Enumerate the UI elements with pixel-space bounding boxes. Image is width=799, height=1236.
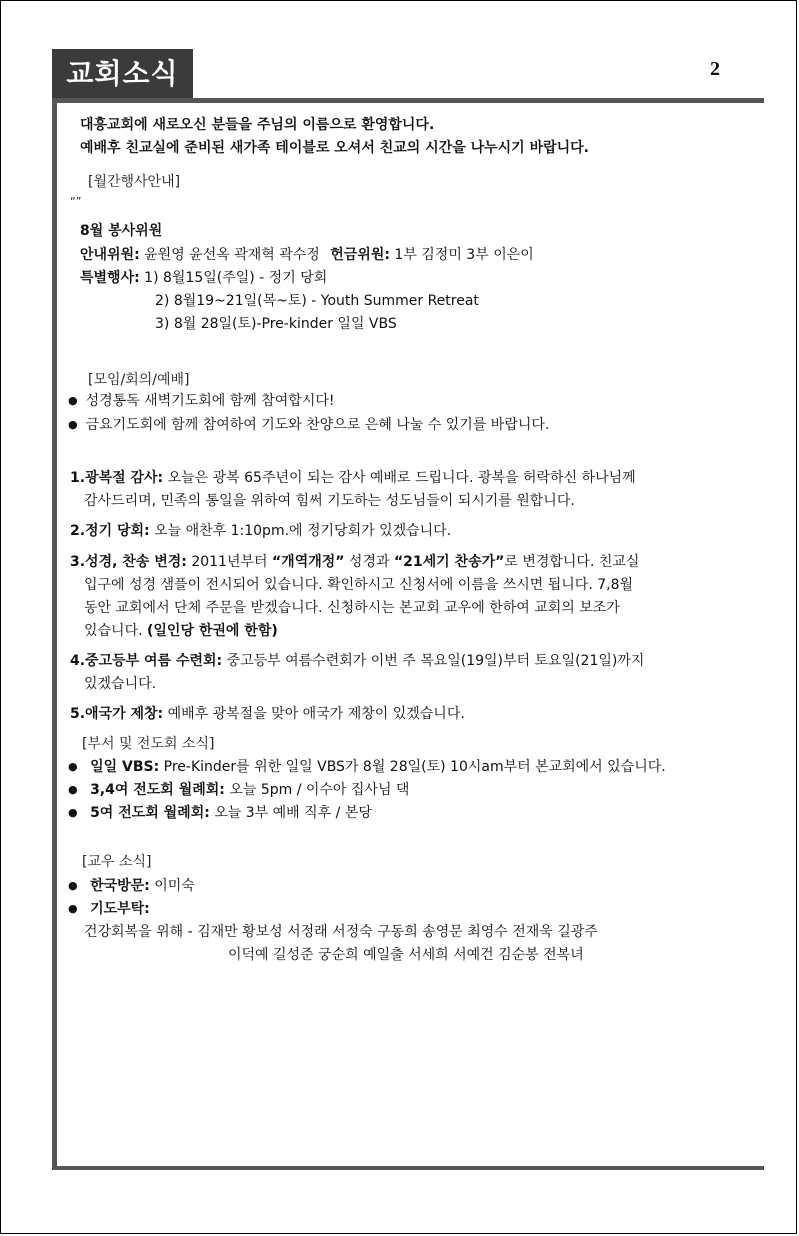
- news-3-line-4-text: 있습니다.: [84, 623, 147, 639]
- department-2-text: 오늘 5pm / 이수아 집사님 댁: [224, 782, 410, 798]
- event-1: 1) 8월15일(주일) - 정기 당회: [144, 270, 328, 286]
- department-item-3: [68, 803, 372, 824]
- news-3-part-e: 로 변경합니다. 친교실: [504, 554, 640, 570]
- news-5-line-1: [70, 704, 465, 724]
- news-1-line-1: [70, 468, 636, 488]
- welcome-line-1: 대흥교회에 새로오신 분들을 주님의 이름으로 환영합니다.: [80, 117, 435, 133]
- news-3-part-a: 2011년부터: [191, 554, 272, 570]
- news-3-part-b: “개역개정”: [271, 554, 345, 570]
- news-1-line-2: 감사드리며, 민족의 통일을 위하여 힘써 기도하는 성도님들이 되시기를 원합니다.: [84, 493, 575, 509]
- news-3-line-4: [84, 621, 278, 641]
- members-header: [교우 소식]: [82, 854, 152, 870]
- news-3-part-c: 성경과: [344, 554, 394, 570]
- frame-left-rule: [52, 98, 57, 1169]
- monthly-header: [월간행사안내]: [88, 174, 181, 190]
- frame-top-rule: [52, 98, 764, 103]
- meetings-item-2: ● 금요기도회에 함께 참여하여 기도와 찬양으로 은혜 나눌 수 있기를 바랍니다.: [68, 415, 549, 436]
- news-3-title: 3.성경, 찬송 변경:: [70, 554, 187, 570]
- offering-names: 1부 김정미 3부 이은이: [394, 247, 534, 263]
- guides-names: 윤원영 윤선옥 곽재혁 곽수정: [144, 247, 320, 263]
- meetings-header: [모임/회의/예배]: [88, 372, 190, 388]
- event-2: 2) 8월19~21일(목~토) - Youth Summer Retreat: [155, 293, 479, 309]
- news-1-title: 1.광복절 감사:: [70, 470, 164, 486]
- volunteers-line: [80, 245, 534, 265]
- offering-label: 헌금위원:: [330, 247, 390, 263]
- section-title: 교회소식: [52, 49, 193, 98]
- quote-mark: “”: [70, 195, 82, 208]
- news-4-title: 4.중고등부 여름 수련회:: [70, 653, 223, 669]
- department-2-label: 3,4여 전도회 월례회:: [90, 782, 225, 798]
- news-3-line-1: [70, 552, 639, 572]
- prayer-line-1: 건강회복을 위해 - 김재만 황보성 서정래 서정숙 구동희 송영문 최영수 전재욱 길광주: [84, 924, 598, 940]
- news-5-title: 5.애국가 제창:: [70, 706, 164, 722]
- department-item-1: [68, 757, 666, 778]
- news-3-line-2: 입구에 성경 샘플이 전시되어 있습니다. 확인하시고 신청서에 이름을 쓰시면 됩니다. 7,8월: [84, 577, 634, 593]
- guides-label: 안내위원:: [80, 247, 140, 263]
- event-3: 3) 8월 28일(토)-Pre-kinder 일일 VBS: [155, 316, 397, 332]
- members-visit: [68, 876, 195, 897]
- event-line-1: [80, 268, 327, 288]
- meetings-item-1: ● 성경통독 새벽기도회에 함께 참여합시다!: [68, 391, 334, 412]
- department-3-text: 오늘 3부 예배 직후 / 본당: [209, 805, 372, 821]
- news-4-line-1: [70, 651, 644, 671]
- prayer-label: 기도부탁:: [90, 901, 150, 917]
- news-2-text: 오늘 애찬후 1:10pm.에 정기당회가 있겠습니다.: [154, 523, 452, 539]
- news-2-title: 2.정기 당회:: [70, 523, 150, 539]
- monthly-title: 8월 봉사위원: [80, 223, 163, 239]
- visit-text: 이미숙: [149, 878, 195, 894]
- visit-label: 한국방문:: [90, 878, 150, 894]
- welcome-line-2: 예배후 친교실에 준비된 새가족 테이블로 오셔서 친교의 시간을 나누시기 바랍니다.: [80, 140, 589, 156]
- departments-header: [부서 및 전도회 소식]: [82, 736, 215, 752]
- department-item-2: [68, 780, 409, 801]
- news-5-text: 예배후 광복절을 맞아 애국가 제창이 있겠습니다.: [167, 706, 465, 722]
- department-1-label: 일일 VBS:: [90, 759, 160, 775]
- news-2-line-1: [70, 521, 451, 541]
- members-prayer: [68, 899, 150, 920]
- news-3-line-3: 동안 교회에서 단체 주문을 받겠습니다. 신청하시는 본교회 교우에 한하여 교회의 보조가: [84, 600, 620, 616]
- prayer-line-2: 이덕예 길성준 궁순희 예일출 서세희 서예건 김순봉 전복녀: [228, 947, 584, 963]
- news-4-text: 중고등부 여름수련회가 이번 주 목요일(19일)부터 토요일(21일)까지: [226, 653, 645, 669]
- news-3-note: (일인당 한권에 한함): [147, 623, 278, 639]
- department-3-label: 5여 전도회 월례회:: [90, 805, 210, 821]
- department-1-text: Pre-Kinder를 위한 일일 VBS가 8월 28일(토) 10시am부터 본교회에서 있습니다.: [159, 759, 666, 775]
- news-1-text: 오늘은 광복 65주년이 되는 감사 예배로 드립니다. 광복을 허락하신 하나님께: [167, 470, 636, 486]
- news-3-part-d: “21세기 찬송가”: [393, 554, 505, 570]
- events-label: 특별행사:: [80, 270, 140, 286]
- news-4-line-2: 있겠습니다.: [84, 676, 157, 692]
- frame-bottom-rule: [52, 1166, 764, 1170]
- page-number: 2: [710, 58, 720, 80]
